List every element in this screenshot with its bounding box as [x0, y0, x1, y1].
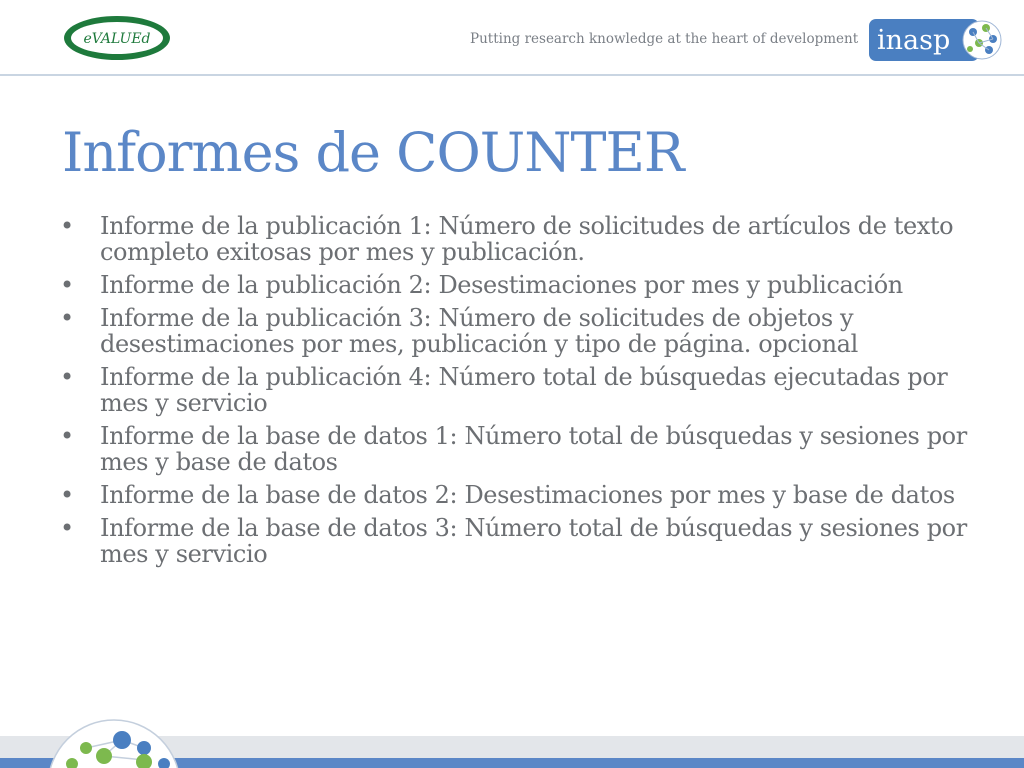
inasp-globe-icon: [963, 21, 1001, 59]
slide-title: Informes de COUNTER: [62, 121, 684, 184]
bullet-list: [58, 213, 978, 574]
slide-header: [0, 0, 1024, 76]
bullet-item: • Informe de la publicación 2: Desestimaciones por mes y publicación: [58, 272, 978, 298]
bullet-item: • Informe de la publicación 3: Número de solicitudes de objetos y desestimaciones por mes, publicación y tipo de página. opcional: [58, 305, 978, 357]
header-divider: [0, 74, 1024, 76]
bullet-item: • Informe de la base de datos 3: Número total de búsquedas y sesiones por mes y servicio: [58, 515, 978, 567]
bullet-item: • Informe de la publicación 4: Número total de búsquedas ejecutadas por mes y servicio: [58, 364, 978, 416]
header-tagline: Putting research knowledge at the heart of development: [470, 31, 859, 47]
network-globe-icon: [46, 718, 182, 768]
bullet-item: • Informe de la base de datos 2: Desestimaciones por mes y base de datos: [58, 482, 978, 508]
bullet-item: • Informe de la base de datos 1: Número total de búsquedas y sesiones por mes y base de datos: [58, 423, 978, 475]
inasp-logo-text: inasp: [877, 25, 951, 56]
inasp-logo: [869, 19, 1005, 61]
bullet-item: • Informe de la publicación 1: Número de solicitudes de artículos de texto completo exitosas por mes y publicación.: [58, 213, 978, 265]
evalued-logo: [62, 14, 172, 62]
evalued-logo-text: eVALUEd: [83, 31, 151, 47]
